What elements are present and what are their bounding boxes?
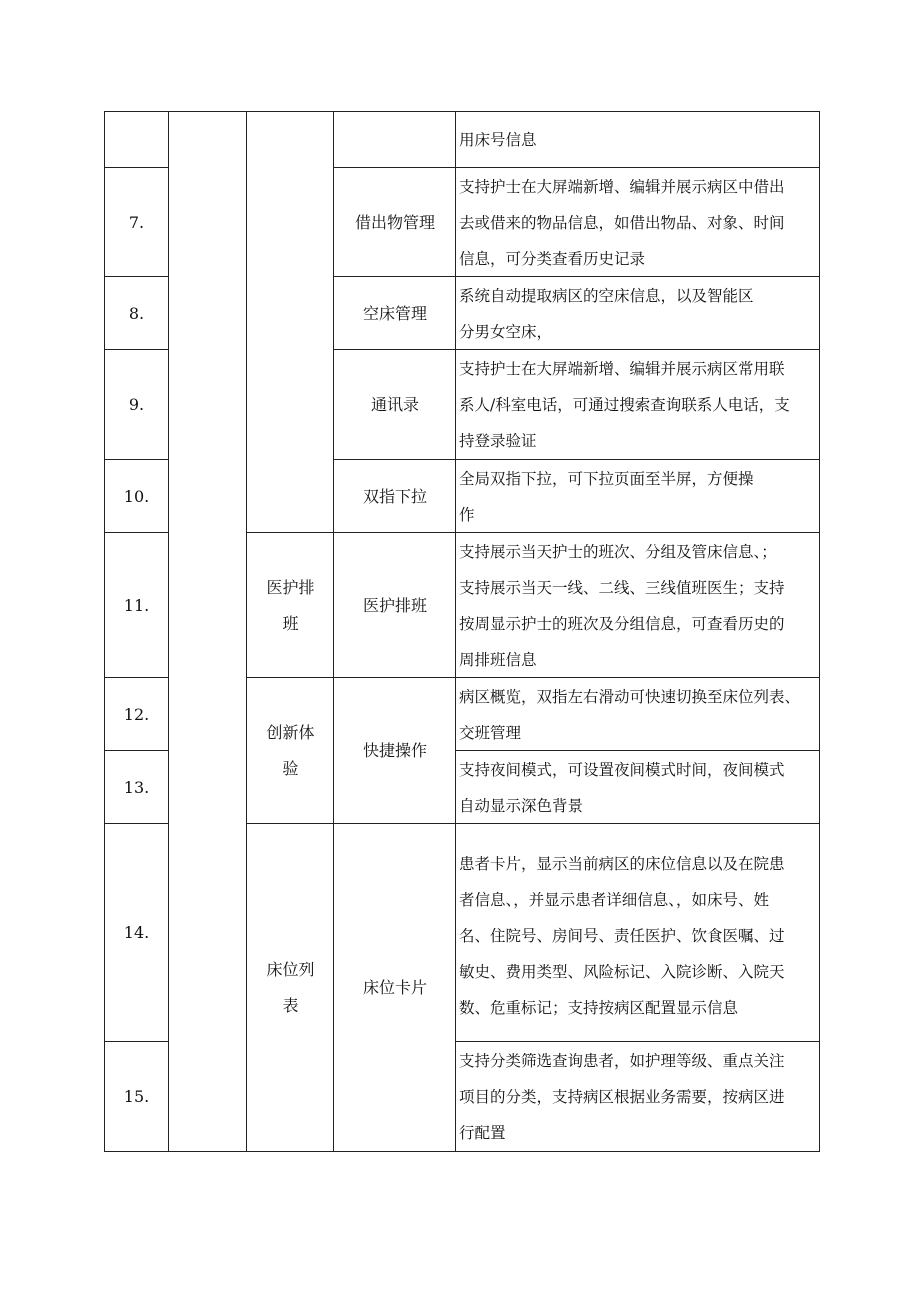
description-line: 项目的分类，支持病区根据业务需要，按病区进 <box>459 1088 785 1106</box>
description-line: 支持展示当天一线、二线、三线值班医生；支持 <box>459 578 785 597</box>
group-name-cell <box>247 678 334 824</box>
description-cell <box>456 533 820 678</box>
description-line: 名、住院号、房间号、责任医护、饮食医嘱、过 <box>459 927 785 945</box>
function-name: 床位卡片 <box>362 978 427 997</box>
row-number: 8. <box>128 303 145 323</box>
group-name-line: 班 <box>282 613 299 633</box>
description-line: 去或借来的物品信息，如借出物品、对象、时间 <box>459 213 785 232</box>
description-line: 患者卡片，显示当前病区的床位信息以及在院患 <box>459 855 785 873</box>
row-number: 7. <box>128 212 145 232</box>
group-name-line: 床位列 <box>266 960 315 979</box>
description-line: 分男女空床， <box>459 322 553 341</box>
row-number: 14. <box>123 923 150 942</box>
group-name-line: 表 <box>282 996 299 1015</box>
description-line: 者信息、，并显示患者详细信息、，如床号、姓 <box>459 891 770 909</box>
function-name: 借出物管理 <box>354 212 435 232</box>
function-name: 双指下拉 <box>362 486 427 506</box>
description-line: 作 <box>459 505 475 524</box>
row-number <box>104 111 169 168</box>
description-cell <box>456 460 820 533</box>
function-name: 医护排班 <box>362 595 427 615</box>
function-name: 通讯录 <box>370 395 419 414</box>
description-cell <box>456 678 820 751</box>
description-line: 全局双指下拉，可下拉页面至半屏，方便操 <box>459 469 754 488</box>
description-cell <box>456 1042 820 1152</box>
group-name-cell <box>247 824 334 1152</box>
description-line: 病区概览，双指左右滑动可快速切换至床位列表、 <box>459 687 801 706</box>
description-line: 用床号信息 <box>459 131 537 149</box>
description-line: 周排班信息 <box>459 650 537 669</box>
group-name-line: 创新体 <box>266 723 315 742</box>
description-line: 支持分类筛选查询患者，如护理等级、重点关注 <box>459 1052 785 1070</box>
row-number: 9. <box>128 395 145 414</box>
description-line: 按周显示护士的班次及分组信息，可查看历史的 <box>459 614 785 633</box>
description-line: 持登录验证 <box>459 432 537 450</box>
group-name-line: 验 <box>282 759 299 778</box>
row-number: 11. <box>123 595 150 615</box>
description-line: 支持护士在大屏端新增、编辑并展示病区常用联 <box>459 360 785 378</box>
description-line: 系统自动提取病区的空床信息，以及智能区 <box>459 286 754 305</box>
description-line: 敏史、费用类型、风险标记、入院诊断、入院天 <box>459 963 785 981</box>
group-name-line: 医护排 <box>266 577 315 597</box>
description-line: 数、危重标记；支持按病区配置显示信息 <box>459 999 739 1017</box>
description-line: 支持夜间模式，可设置夜间模式时间，夜间模式 <box>459 760 785 779</box>
description-line: 支持展示当天护士的班次、分组及管床信息、； <box>459 542 777 561</box>
description-line: 行配置 <box>459 1124 506 1142</box>
description-cell <box>456 277 820 350</box>
function-name: 空床管理 <box>362 303 427 323</box>
group-name-cell <box>247 533 334 678</box>
description-cell <box>456 112 820 168</box>
description-line: 支持护士在大屏端新增、编辑并展示病区中借出 <box>459 177 785 196</box>
description-line: 信息，可分类查看历史记录 <box>459 249 646 268</box>
description-cell <box>456 751 820 824</box>
function-name: 快捷操作 <box>362 741 427 760</box>
row-number: 10. <box>123 486 150 506</box>
description-cell <box>456 824 820 1042</box>
description-line: 系人/科室电话，可通过搜索查询联系人电话，支 <box>459 396 790 414</box>
description-line: 交班管理 <box>459 723 522 742</box>
description-cell <box>456 350 820 460</box>
row-number: 13. <box>123 777 150 797</box>
description-line: 自动显示深色背景 <box>459 796 584 815</box>
row-number: 15. <box>123 1087 150 1106</box>
row-number: 12. <box>123 704 150 724</box>
description-cell <box>456 168 820 277</box>
